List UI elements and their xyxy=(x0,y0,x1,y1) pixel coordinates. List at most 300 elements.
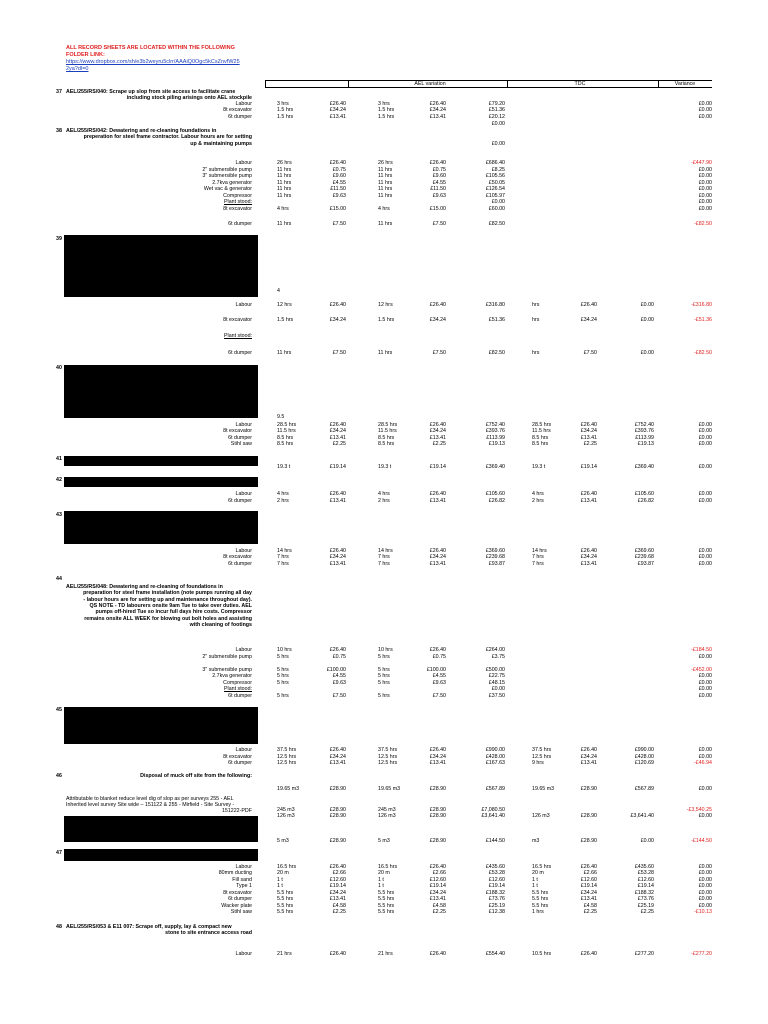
cell-at: £19.14 xyxy=(488,883,505,889)
redaction-block-40 xyxy=(64,365,258,418)
cell-qty: 10 hrs xyxy=(277,647,292,653)
cell-ar: £34.24 xyxy=(429,890,446,896)
cell-variance: £0.00 xyxy=(698,680,712,686)
column-header-variance: Variance xyxy=(674,81,696,87)
cell-ar: £28.90 xyxy=(429,813,446,819)
cell-tq: 5.5 hrs xyxy=(532,890,549,896)
section-number: 42 xyxy=(56,477,62,483)
cell-aq: 1.5 hrs xyxy=(378,107,395,113)
cell-ar: £7.50 xyxy=(432,221,446,227)
section-number: 47 xyxy=(56,850,62,856)
cell-tr: £28.90 xyxy=(580,838,597,844)
cell-ar: £0.75 xyxy=(432,654,446,660)
cell-rate: £7.50 xyxy=(332,221,346,227)
cell-qty: 16.5 hrs xyxy=(277,864,297,870)
cell-tr: £26.40 xyxy=(580,302,597,308)
cell-rate: £15.00 xyxy=(329,206,346,212)
cell-tr: £13.41 xyxy=(580,561,597,567)
cell-variance: £0.00 xyxy=(698,890,712,896)
row-label: Fill sand xyxy=(232,877,252,883)
cell-tq: 11.5 hrs xyxy=(532,428,551,434)
cell-variance: £0.00 xyxy=(698,428,712,434)
cell-at: £7,080.50 xyxy=(481,807,505,813)
cell-at: £0.00 xyxy=(491,141,505,147)
cell-qty: 7 hrs xyxy=(277,554,289,560)
row-label: Labour xyxy=(235,302,252,308)
cell-variance: £0.00 xyxy=(698,193,712,199)
cell-at: £82.50 xyxy=(488,350,505,356)
cell-rate: £13.41 xyxy=(329,760,346,766)
cell-qty: 11 hrs xyxy=(277,173,292,179)
cell-at: £12.60 xyxy=(488,877,505,883)
cell-aq: 8.5 hrs xyxy=(378,435,395,441)
cell-variance: £0.00 xyxy=(698,561,712,567)
cell-tr: £26.40 xyxy=(580,422,597,428)
cell-qty: 5 hrs xyxy=(277,654,289,660)
cell-ar: £15.00 xyxy=(429,206,446,212)
section-title-line: with cleaning of footings xyxy=(189,621,252,628)
cell-tr: £34.24 xyxy=(580,890,597,896)
cell-at: £20.12 xyxy=(488,114,505,120)
redaction-block-46 xyxy=(64,816,258,842)
cell-rate: £13.41 xyxy=(329,435,346,441)
cell-at: £105.56 xyxy=(485,173,505,179)
cell-variance: -£144.50 xyxy=(691,838,712,844)
cell-ar: £26.40 xyxy=(429,101,446,107)
cell-tt: £25.19 xyxy=(637,903,654,909)
cell-qty: 12 hrs xyxy=(277,302,292,308)
cell-at: £0.00 xyxy=(491,686,505,692)
cell-rate: £13.41 xyxy=(329,114,346,120)
cell-ar: £4.55 xyxy=(432,180,446,186)
cell-tt: £26.82 xyxy=(637,498,654,504)
cell-tt: £567.89 xyxy=(634,786,654,792)
dropbox-link-cont[interactable]: 2ya?dl=0 xyxy=(66,66,89,72)
column-header-ael: AEL variation xyxy=(414,81,446,87)
row-label: 3" submersible pump xyxy=(202,173,252,179)
cell-at: £37.50 xyxy=(488,693,505,699)
cell-variance: -£51.36 xyxy=(694,317,712,323)
cell-tt: £188.32 xyxy=(634,890,654,896)
cell-ar: £7.50 xyxy=(432,350,446,356)
section-title-line: AEL/255/RS/040: Scrape up slop from site access to facilitate crane xyxy=(66,89,236,95)
cell-at: £60.00 xyxy=(488,206,505,212)
cell-tt: £120.69 xyxy=(634,760,654,766)
cell-at: £167.63 xyxy=(485,760,505,766)
cell-aq: 5.5 hrs xyxy=(378,896,395,902)
cell-rate: £26.40 xyxy=(329,647,346,653)
cell-tr: £26.40 xyxy=(580,951,597,957)
cell-variance: £0.00 xyxy=(698,491,712,497)
row-label: Labour xyxy=(235,647,252,653)
cell-qty: 5.5 hrs xyxy=(277,903,294,909)
cell-aq: 1 t xyxy=(378,877,384,883)
folder-notice-line2: FOLDER LINK: xyxy=(66,52,105,58)
cell-ar: £13.41 xyxy=(429,896,446,902)
cell-qty: 4 hrs xyxy=(277,206,289,212)
row-label: 8t excavator xyxy=(223,107,252,113)
cell-at: £990.00 xyxy=(485,747,505,753)
cell-tr: £26.40 xyxy=(580,548,597,554)
cell-at: £22.75 xyxy=(488,673,505,679)
cell-tt: £239.68 xyxy=(634,554,654,560)
cell-variance: £0.00 xyxy=(698,864,712,870)
cell-variance: -£447.90 xyxy=(691,160,712,166)
note-46-line1: Attributable to blanket reduce level dig of slop as per surveys 255 - AEL xyxy=(66,796,234,802)
section-number: 48 xyxy=(56,924,62,930)
cell-ar: £13.41 xyxy=(429,561,446,567)
cell-variance: £0.00 xyxy=(698,786,712,792)
cell-qty: 7 hrs xyxy=(277,561,289,567)
row-label: 2.7kva generator xyxy=(212,673,252,679)
cell-variance: -£184.50 xyxy=(691,647,712,653)
cell-at: £188.32 xyxy=(485,890,505,896)
section-title-line: remains onsite ALL WEEK for blowing out bolt holes and assisting xyxy=(84,615,252,622)
row-label: Labour xyxy=(235,548,252,554)
cell-variance: £0.00 xyxy=(698,167,712,173)
section-title-line: including stock piling arisings onto AEL stockpile xyxy=(126,95,252,102)
cell-at: £0.00 xyxy=(491,199,505,205)
section-number: 46 xyxy=(56,773,62,779)
cell-at: £53.28 xyxy=(488,870,505,876)
cell-variance: £0.00 xyxy=(698,693,712,699)
cell-aq: 11 hrs xyxy=(378,350,393,356)
cell-at: £500.00 xyxy=(485,667,505,673)
cell-tt: £0.00 xyxy=(640,317,654,323)
cell-tq: hrs xyxy=(532,350,540,356)
cell-ar: £26.40 xyxy=(429,160,446,166)
cell-rate: £4.55 xyxy=(332,180,346,186)
row-label: Stihl saw xyxy=(230,909,252,915)
cell-at: £0.00 xyxy=(491,121,505,127)
cell-variance: £0.00 xyxy=(698,435,712,441)
cell-tq: 7 hrs xyxy=(532,561,544,567)
cell-rate: £26.40 xyxy=(329,302,346,308)
cell-aq: 20 m xyxy=(378,870,390,876)
cell-qty: 5.5 hrs xyxy=(277,909,294,915)
cell-rate: £9.60 xyxy=(332,173,346,179)
cell-rate: £26.40 xyxy=(329,747,346,753)
cell-aq: 1.5 hrs xyxy=(378,114,395,120)
cell-variance: £0.00 xyxy=(698,754,712,760)
cell-rate: £26.40 xyxy=(329,160,346,166)
cell-aq: 4 hrs xyxy=(378,206,390,212)
cell-variance: £0.00 xyxy=(698,548,712,554)
cell-variance: £0.00 xyxy=(698,554,712,560)
cell-qty: 1.5 hrs xyxy=(277,317,294,323)
cell-qty: 11 hrs xyxy=(277,221,292,227)
cell-qty: 37.5 hrs xyxy=(277,747,297,753)
cell-rate: £28.90 xyxy=(329,807,346,813)
header-rule-top xyxy=(265,80,712,81)
cell-variance: £0.00 xyxy=(698,186,712,192)
cell-tt: £369.60 xyxy=(634,548,654,554)
cell-at: £554.40 xyxy=(485,951,505,957)
cell-variance: -£3,540.25 xyxy=(686,807,712,813)
cell-ar: £12.60 xyxy=(429,877,446,883)
cell-aq: 5.5 hrs xyxy=(378,890,395,896)
cell-variance: -£316.80 xyxy=(691,302,712,308)
section-title-line: up & maintaining pumps xyxy=(190,140,252,147)
cell-aq: 11 hrs xyxy=(378,186,393,192)
row-label: Plant stood: xyxy=(224,686,252,692)
cell-variance: -£82.50 xyxy=(694,221,712,227)
cell-ar: £9.63 xyxy=(432,193,446,199)
cell-tt: £105.60 xyxy=(634,491,654,497)
row-label: 8t excavator xyxy=(223,317,252,323)
cell-variance: £0.00 xyxy=(698,747,712,753)
cell-at: £3.75 xyxy=(491,654,505,660)
cell-qty: 1 t xyxy=(277,877,283,883)
cell-ar: £26.40 xyxy=(429,491,446,497)
cell-qty: 11 hrs xyxy=(277,167,292,173)
cell-aq: 1.5 hrs xyxy=(378,317,395,323)
cell-qty: 5 hrs xyxy=(277,673,289,679)
cell-qty: 5 hrs xyxy=(277,693,289,699)
cell-aq: 5 hrs xyxy=(378,654,390,660)
cell-rate: £4.55 xyxy=(332,673,346,679)
cell-ar: £34.24 xyxy=(429,428,446,434)
cell-tt: £2.25 xyxy=(640,909,654,915)
cell-ar: £34.24 xyxy=(429,317,446,323)
cell-rate: £26.40 xyxy=(329,548,346,554)
cell-qty: 5 hrs xyxy=(277,680,289,686)
row-label: 8t excavator xyxy=(223,754,252,760)
cell-qty: 21 hrs xyxy=(277,951,292,957)
cell-aq: 12 hrs xyxy=(378,302,393,308)
cell-variance: £0.00 xyxy=(698,441,712,447)
section-number: 39 xyxy=(56,236,62,242)
cell-tq: 9 hrs xyxy=(532,760,544,766)
row-label: 6t dumper xyxy=(228,760,252,766)
cell-aq: 8.5 hrs xyxy=(378,441,395,447)
cell-at: £752.40 xyxy=(485,422,505,428)
cell-tq: 19.3 t xyxy=(532,464,546,470)
cell-variance: £0.00 xyxy=(698,199,712,205)
cell-aq: 16.5 hrs xyxy=(378,864,398,870)
cell-variance: £0.00 xyxy=(698,114,712,120)
cell-ar: £13.41 xyxy=(429,114,446,120)
cell-rate: £26.40 xyxy=(329,422,346,428)
cell-at: £144.50 xyxy=(485,838,505,844)
cell-variance: £0.00 xyxy=(698,464,712,470)
cell-at: £19.13 xyxy=(488,441,505,447)
cell-variance: -£46.94 xyxy=(694,760,712,766)
cell-ar: £9.60 xyxy=(432,173,446,179)
cell-ar: £26.40 xyxy=(429,864,446,870)
cell-aq: 21 hrs xyxy=(378,951,393,957)
cell-rate: £34.24 xyxy=(329,317,346,323)
cell-tq: 1 t xyxy=(532,877,538,883)
cell-variance: £0.00 xyxy=(698,180,712,186)
cell-tr: £2.66 xyxy=(583,870,597,876)
cell-qty: 19.65 m3 xyxy=(277,786,300,792)
cell-tt: £428.00 xyxy=(634,754,654,760)
cell-at: £369.40 xyxy=(485,464,505,470)
cell-rate: £13.41 xyxy=(329,561,346,567)
folder-notice-line1: ALL RECORD SHEETS ARE LOCATED WITHIN THE FOLLOWING xyxy=(66,45,235,51)
cell-aq: 126 m3 xyxy=(378,813,396,819)
cell-qty: 1 t xyxy=(277,883,283,889)
cell-aq: 5 hrs xyxy=(378,667,390,673)
cell-ar: £26.40 xyxy=(429,302,446,308)
cell-tq: 5.5 hrs xyxy=(532,903,549,909)
cell-at: £686.40 xyxy=(485,160,505,166)
row-label: 6t dumper xyxy=(228,561,252,567)
cell-variance: £0.00 xyxy=(698,877,712,883)
cell-ar: £13.41 xyxy=(429,760,446,766)
cell-aq: 4 hrs xyxy=(378,491,390,497)
row-label: Labour xyxy=(235,101,252,107)
cell-at: £567.89 xyxy=(485,786,505,792)
cell-tt: £0.00 xyxy=(640,350,654,356)
note-46-line3: 151222-PDF xyxy=(221,808,252,814)
section-number: 37 xyxy=(56,89,62,95)
cell-aq: 5 hrs xyxy=(378,693,390,699)
cell-aq: 5.5 hrs xyxy=(378,903,395,909)
row-label: 2" submersible pump xyxy=(202,167,252,173)
cell-tr: £26.40 xyxy=(580,864,597,870)
cell-aq: 5 m3 xyxy=(378,838,390,844)
cell-aq: 14 hrs xyxy=(378,548,393,554)
redaction-block-43 xyxy=(64,511,258,544)
cell-tt: £19.14 xyxy=(637,883,654,889)
cell-qty: 8.5 hrs xyxy=(277,435,294,441)
cell-ar: £7.50 xyxy=(432,693,446,699)
cell-ar: £19.14 xyxy=(429,883,446,889)
cell-tq: hrs xyxy=(532,302,540,308)
cell-aq: 5 hrs xyxy=(378,673,390,679)
section-title-line: AEL/255/RS/048: Dewatering and re-cleaning of foundations in xyxy=(66,584,223,590)
cell-tt: £369.40 xyxy=(634,464,654,470)
cell-tq: 14 hrs xyxy=(532,548,547,554)
row-label: Labour xyxy=(235,864,252,870)
cell-rate: £34.24 xyxy=(329,554,346,560)
cell-tt: £435.60 xyxy=(634,864,654,870)
column-header-tdc: TDC xyxy=(574,81,586,87)
cell-tt: £0.00 xyxy=(640,838,654,844)
section-title-line: stone to site entrance access road xyxy=(165,930,252,937)
section-number: 43 xyxy=(56,512,62,518)
cell-qty: 5 m3 xyxy=(277,838,289,844)
cell-tq: 4 hrs xyxy=(532,491,544,497)
cell-ar: £2.25 xyxy=(432,441,446,447)
cell-aq: 245 m3 xyxy=(378,807,396,813)
cell-qty: 11 hrs xyxy=(277,193,292,199)
cell-qty: 11 hrs xyxy=(277,186,292,192)
row-label: 6t dumper xyxy=(228,693,252,699)
cell-qty: 12.5 hrs xyxy=(277,760,297,766)
cell-tt: £53.28 xyxy=(637,870,654,876)
cell-ar: £13.41 xyxy=(429,435,446,441)
row-label: Labour xyxy=(235,160,252,166)
cell-tr: £7.50 xyxy=(583,350,597,356)
cell-at: £51.36 xyxy=(488,107,505,113)
cell-variance: £0.00 xyxy=(698,498,712,504)
row-label: Compressor xyxy=(223,193,252,199)
cell-variance: £0.00 xyxy=(698,107,712,113)
cell-rate: £2.66 xyxy=(332,870,346,876)
header-rule-ael xyxy=(348,80,349,88)
cell-qty: 11 hrs xyxy=(277,180,292,186)
cell-tq: m3 xyxy=(532,838,540,844)
cell-aq: 5 hrs xyxy=(378,680,390,686)
row-label: 6t dumper xyxy=(228,896,252,902)
cell-tt: £0.00 xyxy=(640,302,654,308)
cell-tq: 8.5 hrs xyxy=(532,435,549,441)
cell-aq: 12.5 hrs xyxy=(378,754,398,760)
section-number: 40 xyxy=(56,365,62,371)
cell-aq: 5.5 hrs xyxy=(378,909,395,915)
cell-at: £3,641.40 xyxy=(481,813,505,819)
row-label: Type 1 xyxy=(236,883,252,889)
cell-tq: 1 hrs xyxy=(532,909,544,915)
cell-rate: £19.14 xyxy=(329,883,346,889)
row-label: Labour xyxy=(235,422,252,428)
cell-variance: £0.00 xyxy=(698,813,712,819)
cell-tr: £34.24 xyxy=(580,554,597,560)
cell-tq: 19.65 m3 xyxy=(532,786,555,792)
cell-tr: £28.90 xyxy=(580,813,597,819)
cell-at: £93.87 xyxy=(488,561,505,567)
row-label: 3" submersible pump xyxy=(202,667,252,673)
cell-tq: 5.5 hrs xyxy=(532,896,549,902)
header-rule-tdc xyxy=(507,80,508,88)
cell-aq: 11 hrs xyxy=(378,180,393,186)
cell-at: £435.60 xyxy=(485,864,505,870)
cell-qty: 1.5 hrs xyxy=(277,107,294,113)
cell-rate: £100.00 xyxy=(326,667,346,673)
cell-variance: £0.00 xyxy=(698,686,712,692)
row-label: 8t excavator xyxy=(223,206,252,212)
cell-aq: 19.65 m3 xyxy=(378,786,401,792)
cell-qty: 4 hrs xyxy=(277,491,289,497)
cell-qty: 11 hrs xyxy=(277,350,292,356)
cell-tr: £34.24 xyxy=(580,428,597,434)
cell-tt: £393.76 xyxy=(634,428,654,434)
cell-aq: 12.5 hrs xyxy=(378,760,398,766)
cell-aq: 37.5 hrs xyxy=(378,747,398,753)
cell-rate: £28.90 xyxy=(329,786,346,792)
cell-variance: -£452.00 xyxy=(691,667,712,673)
cell-tr: £19.14 xyxy=(580,464,597,470)
row-label: 2.7kva generator xyxy=(212,180,252,186)
cell-tr: £13.41 xyxy=(580,498,597,504)
cell-tt: £19.13 xyxy=(637,441,654,447)
cell-at: £113.99 xyxy=(486,435,505,441)
row-label: Labour xyxy=(235,491,252,497)
row-label: Labour xyxy=(235,951,252,957)
cell-aq: 11 hrs xyxy=(378,167,393,173)
cell-tr: £26.40 xyxy=(580,491,597,497)
row-label: 8t excavator xyxy=(223,428,252,434)
cell-at: £316.80 xyxy=(485,302,505,308)
cell-ar: £34.24 xyxy=(429,754,446,760)
cell-variance: £0.00 xyxy=(698,903,712,909)
cell-rate: £2.25 xyxy=(332,909,346,915)
cell-qty: 11.5 hrs xyxy=(277,428,296,434)
cell-rate: £26.40 xyxy=(329,101,346,107)
cell-ar: £2.66 xyxy=(432,870,446,876)
cell-variance: £0.00 xyxy=(698,870,712,876)
section-title-line: - labour hours are for setting up and maintenance throughout day). xyxy=(83,596,252,603)
cell-variance: £0.00 xyxy=(698,206,712,212)
cell-at: £50.05 xyxy=(488,180,505,186)
dropbox-link[interactable]: https://www.dropbox.com/sh/e3b2weyru5clrr/AAAiQ0Ogc5kCsZnvfW25 xyxy=(66,59,240,65)
header-rule-var xyxy=(658,80,659,88)
section-title-line: preparation for steel frame installation (note pumps running all day xyxy=(83,590,252,597)
cell-variance: -£277.20 xyxy=(691,951,712,957)
